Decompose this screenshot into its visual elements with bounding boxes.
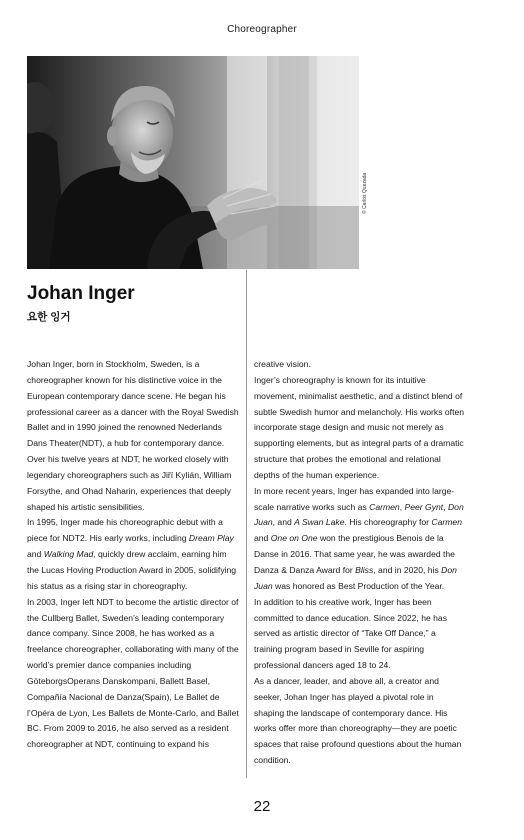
bio-column-right [254,357,466,769]
text-run: and [27,549,44,560]
text-run: Johan Inger, born in Stockholm, Sweden, is a choreographer known for his distinctive voice in the European contemporary dance scene. He began his professional career as a dancer with the Royal Swedish Ballet and in 1990 joined the renowned Nederlands Dans Theater(NDT), a hub for contemporary dance. Over his twelve years at NDT, he worked closely with legendary choreographers such as Jiří Kylián, William Forsythe, and Ohad Naharin, experiences that deeply shaped his artistic sensibilities. [27,359,239,512]
text-run: creative vision. [254,359,311,369]
text-run: and [254,533,271,544]
text-run: In 2003, Inger left NDT to become the artistic director of the Cullberg Ballet, Sweden’s leading contemporary dance company. Since 2008, he has worked as a freelance choreographer, collaborating with many of the world’s premier dance companies including GöteborgsOperans Danskompani, Ballett Basel, Compañía Nacional de Danza(Spain), Le Ballet de l’Opéra de Lyon, Les Ballets de Monte-Carlo, and Ballet BC. From 2009 to 2016, he also served as a resident choreographer at NDT, continuing to expand his [27,596,239,750]
title-italic: Carmen [431,517,462,528]
bio-paragraph [27,357,239,515]
bio-paragraph [27,515,239,594]
bio-paragraph [254,357,466,373]
text-run: In more recent years, Inger has expanded into large-scale narrative works such as [254,485,455,512]
bio-paragraph [254,595,466,674]
bio-paragraph [254,484,466,595]
bio-paragraph [254,674,466,769]
portrait-photo-graphic [27,56,359,269]
title-italic: Carmen [369,501,400,512]
photo-credit: © Carlos Quezada [362,172,368,214]
title-italic: Peer Gynt [404,501,444,512]
person-name-english: Johan Inger [27,283,135,304]
title-italic: One on One [270,533,318,544]
text-run: . His choreography for [344,517,432,528]
text-run: , [399,501,405,512]
text-run: , [443,501,448,512]
text-run: won the prestigious Benois de la Danse in 2016. That same year, he was awarded the Danza & Danza Award for [254,533,455,575]
person-name-korean: 요한 잉거 [27,311,71,323]
text-run: was honored as Best Production of the Year. [272,580,445,591]
column-divider [246,270,247,778]
text-run: As a dancer, leader, and above all, a creator and seeker, Johan Inger has played a pivotal role in shaping the landscape of contemporary dance. His works offer more than choreography—they are poetic spaces that raise profound questions about the human condition. [254,675,462,766]
text-run: In 1995, Inger made his choreographic debut with a piece for NDT2. His early works, including [27,517,223,544]
text-run: Inger’s choreography is known for its intuitive movement, minimalist aesthetic, and a distinct blend of subtle Swedish humor and melancholy. His works often incorporate stage design and music not merely as supporting elements, but as integral parts of a dramatic structure that probes the emotional and relational depths of the human experience. [254,374,465,480]
title-italic: Don Juan [254,564,457,591]
bio-paragraph [254,373,466,484]
bio-column-left [27,357,239,753]
portrait-photo [27,56,359,269]
text-run: , quickly drew acclaim, earning him the Lucas Hoving Production Award in 2005, solidifying his status as a rising star in choreography. [27,549,237,591]
text-run: In addition to his creative work, Inger has been committed to dance education. Since 2022, he has served as artistic director of “Take Off Dance,” a training program based in Seville for aspiring professional dancers aged 18 to 24. [254,596,448,671]
title-italic: Dream Play [188,533,234,544]
title-italic: Bliss [355,564,374,575]
title-italic: A Swan Lake [294,517,345,528]
text-run: , and in 2020, his [373,564,442,575]
page-header: Choreographer [227,24,297,35]
title-italic: Walking Mad [43,549,94,560]
text-run: , and [272,517,295,528]
bio-paragraph [27,595,239,753]
title-italic: Don Juan [254,501,464,528]
page-number: 22 [253,798,271,815]
